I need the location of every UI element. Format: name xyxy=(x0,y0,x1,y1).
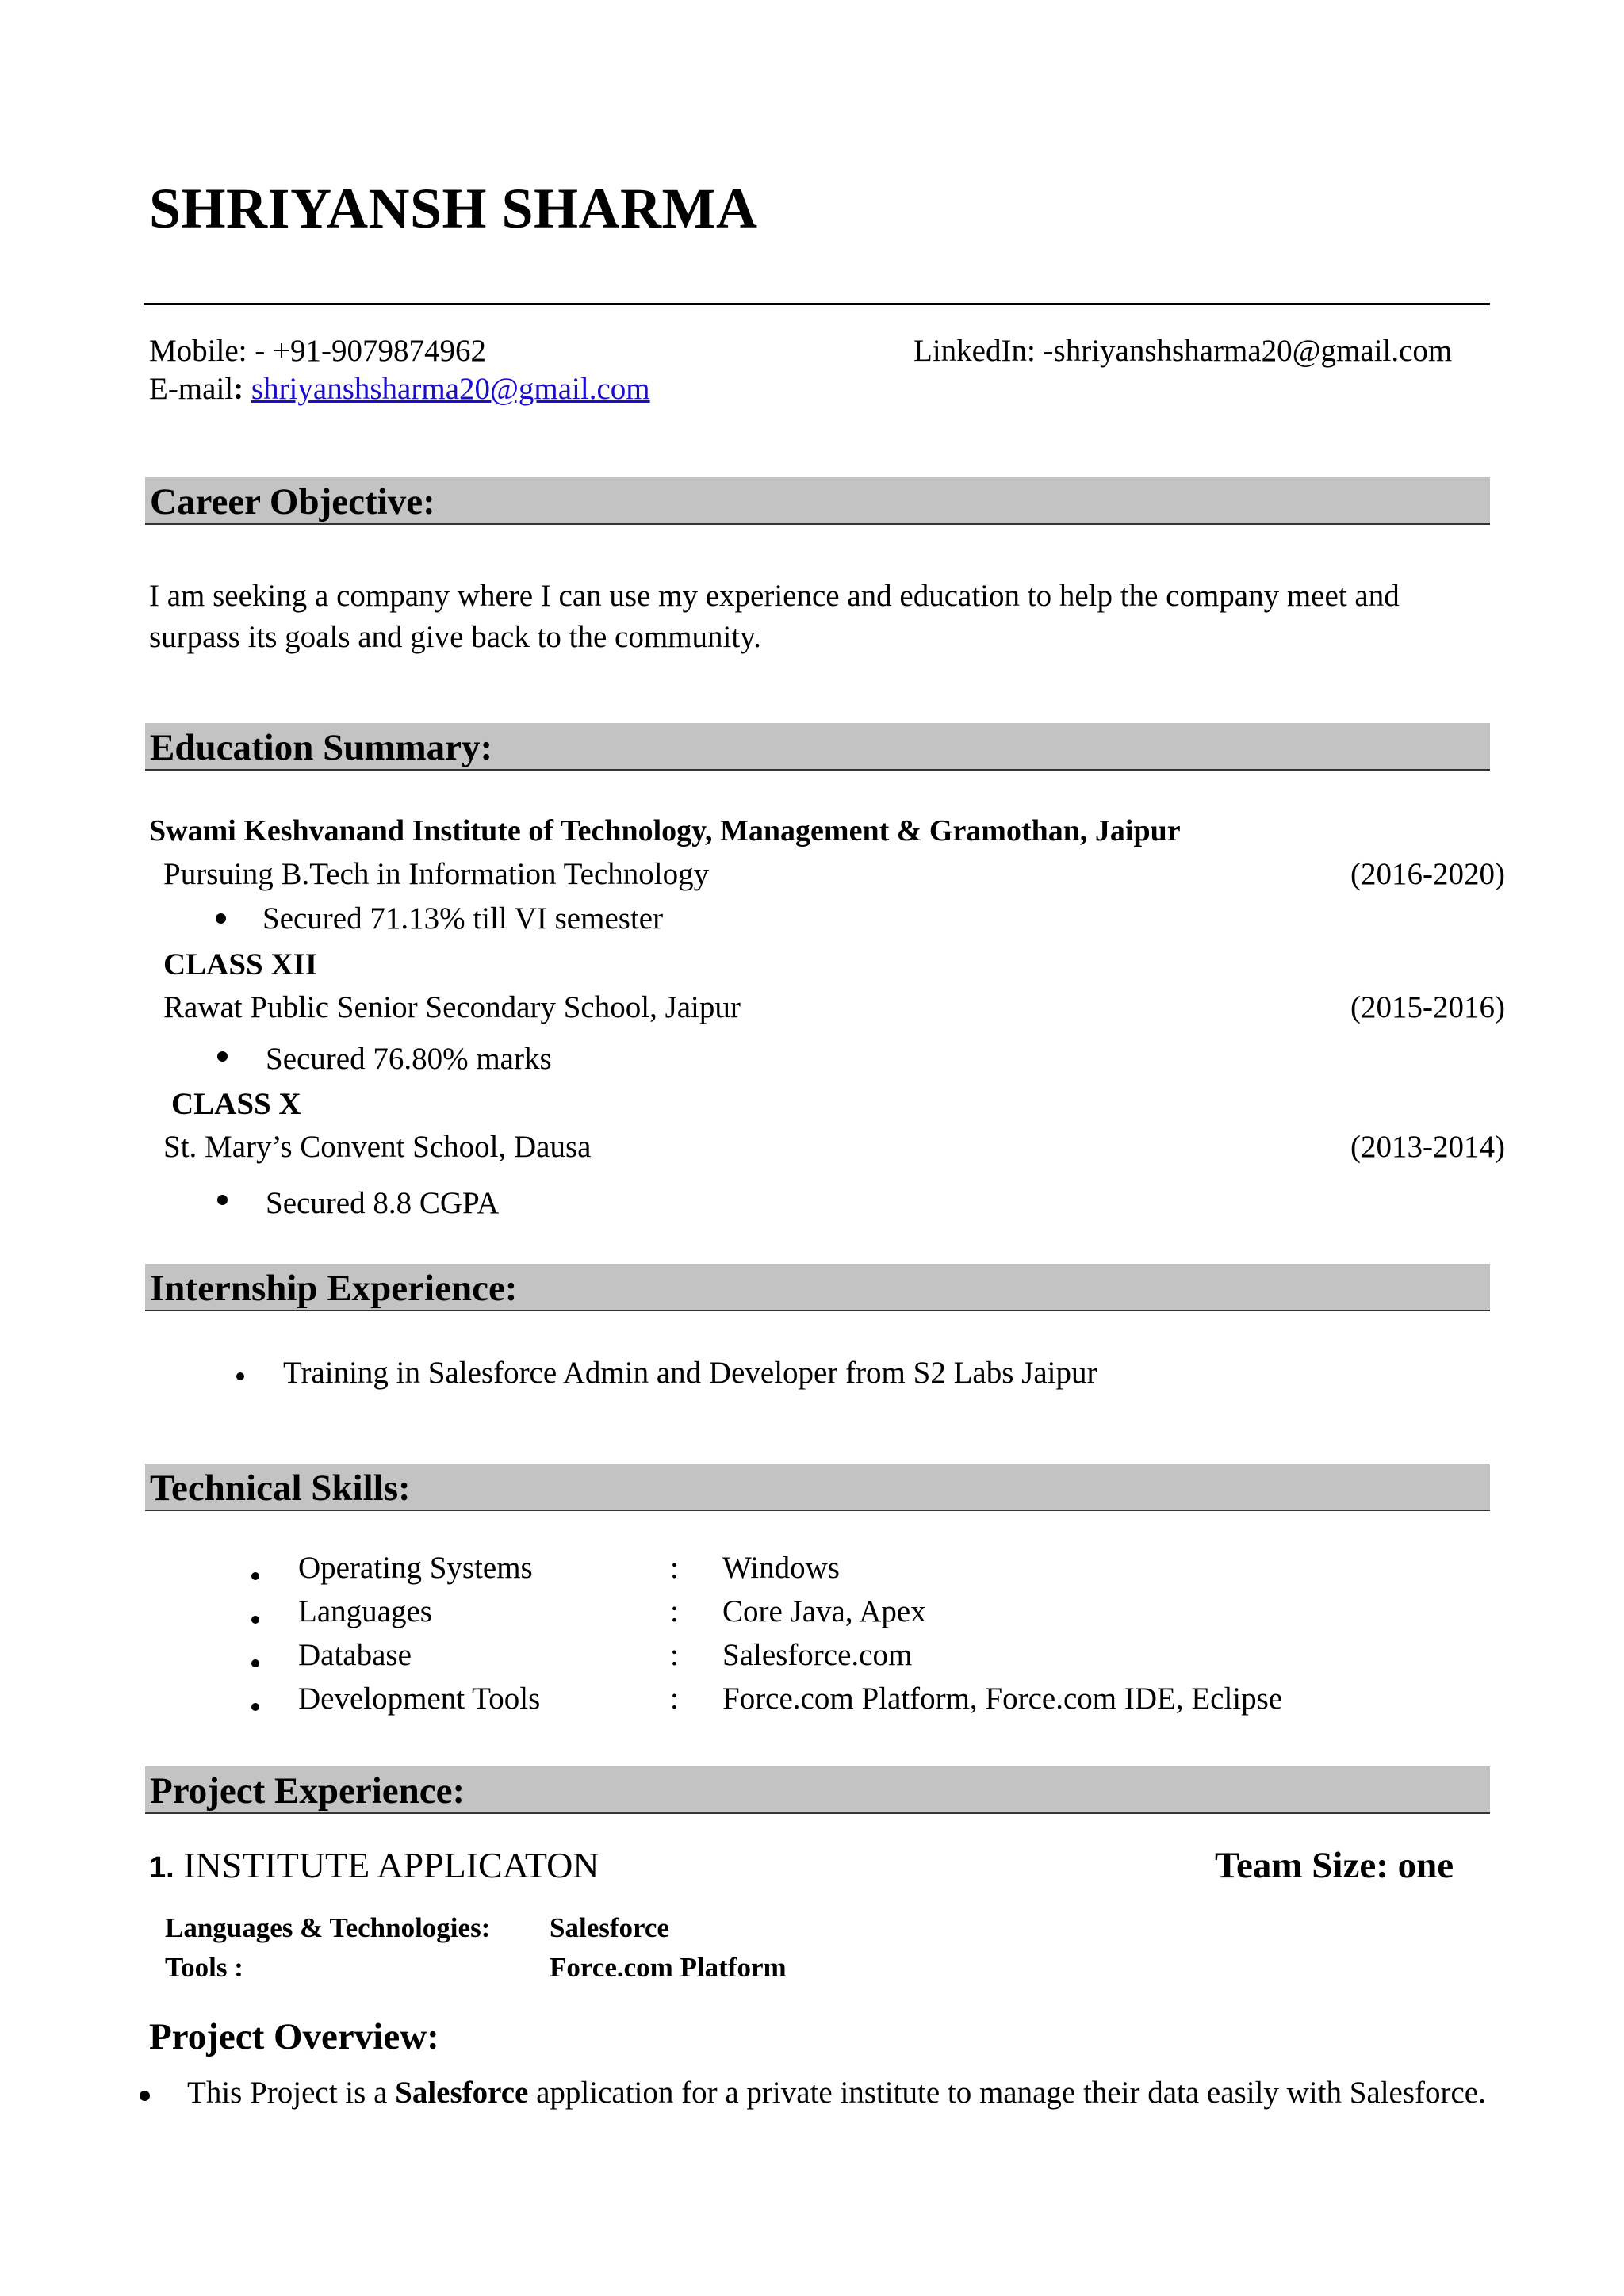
class12-years: (2015-2016) xyxy=(1350,990,1505,1024)
project-experience-bar xyxy=(145,1766,1490,1814)
header-rule xyxy=(144,303,1490,305)
project-experience-title: Project Experience: xyxy=(150,1770,465,1812)
technical-skills-title: Technical Skills: xyxy=(150,1468,411,1509)
class10-label: CLASS X xyxy=(171,1087,301,1121)
class10-score: Secured 8.8 CGPA xyxy=(266,1186,500,1220)
skill-value: Salesforce.com xyxy=(722,1638,913,1672)
bullet-icon xyxy=(217,1195,228,1205)
skill-label: Database xyxy=(298,1638,412,1672)
internship-bar xyxy=(145,1264,1490,1311)
career-objective-bar xyxy=(145,477,1490,525)
tools-label: Tools : xyxy=(165,1952,243,1983)
skill-value: Force.com Platform, Force.com IDE, Eclipse xyxy=(722,1682,1283,1716)
bullet-icon xyxy=(251,1616,259,1624)
team-size: Team Size: one xyxy=(1215,1845,1454,1886)
candidate-name: SHRIYANSH SHARMA xyxy=(149,177,758,240)
tools-value: Force.com Platform xyxy=(550,1952,787,1983)
class10-years: (2013-2014) xyxy=(1350,1130,1505,1164)
email-line xyxy=(149,371,650,407)
career-objective-text: I am seeking a company where I can use my experience and education to help the company meet and surpass its goals and give back to the community. xyxy=(149,579,1400,654)
skill-separator: : xyxy=(670,1551,679,1585)
career-objective-title: Career Objective: xyxy=(150,481,435,522)
skill-separator: : xyxy=(670,1682,679,1716)
bullet-icon xyxy=(140,2091,150,2101)
skill-label: Development Tools xyxy=(298,1682,541,1716)
institute-name: Swami Keshvanand Institute of Technology, Management & Gramothan, Jaipur xyxy=(149,814,1181,848)
skill-label: Operating Systems xyxy=(298,1551,533,1585)
internship-title: Internship Experience: xyxy=(150,1268,518,1309)
languages-value: Salesforce xyxy=(550,1912,669,1943)
degree-text: Pursuing B.Tech in Information Technology xyxy=(163,857,710,891)
project-overview-text xyxy=(187,2072,1486,2114)
class12-score: Secured 76.80% marks xyxy=(266,1042,552,1076)
project-number: 1. xyxy=(149,1851,174,1885)
bullet-icon xyxy=(251,1703,259,1711)
linkedin-label: LinkedIn: - xyxy=(914,334,1054,368)
education-summary-title: Education Summary: xyxy=(150,727,493,768)
class12-school: Rawat Public Senior Secondary School, Jaipur xyxy=(163,990,741,1024)
bullet-icon xyxy=(236,1372,244,1380)
overview-post: application for a private institute to manage their data easily with Salesforce. xyxy=(528,2076,1486,2110)
bullet-icon xyxy=(251,1659,259,1667)
internship-item: Training in Salesforce Admin and Developer from S2 Labs Jaipur xyxy=(283,1356,1097,1390)
email-label: E-mail xyxy=(149,372,234,406)
skill-separator: : xyxy=(670,1638,679,1672)
linkedin-line xyxy=(914,333,1452,369)
project-overview-title: Project Overview: xyxy=(149,2016,439,2057)
email-link[interactable]: shriyanshsharma20@gmail.com xyxy=(251,372,650,406)
technical-skills-bar xyxy=(145,1464,1490,1511)
skill-value: Core Java, Apex xyxy=(722,1594,926,1628)
email-colon: : xyxy=(233,372,244,406)
bullet-icon xyxy=(217,1051,228,1062)
linkedin-value: shriyanshsharma20@gmail.com xyxy=(1053,334,1453,368)
project-heading xyxy=(149,1844,599,1886)
overview-pre: This Project is a xyxy=(187,2076,396,2110)
mobile-value: +91-9079874962 xyxy=(272,334,486,368)
skill-value: Windows xyxy=(722,1551,840,1585)
mobile-line xyxy=(149,333,486,369)
bullet-icon xyxy=(251,1572,259,1580)
skill-label: Languages xyxy=(298,1594,432,1628)
degree-years: (2016-2020) xyxy=(1350,857,1505,891)
languages-label: Languages & Technologies: xyxy=(165,1912,491,1943)
overview-bold: Salesforce xyxy=(395,2076,529,2110)
bullet-icon xyxy=(216,913,226,924)
mobile-label: Mobile: - xyxy=(149,334,273,368)
skill-separator: : xyxy=(670,1594,679,1628)
project-name: INSTITUTE APPLICATON xyxy=(183,1845,599,1885)
degree-score: Secured 71.13% till VI semester xyxy=(262,901,664,936)
class10-school: St. Mary’s Convent School, Dausa xyxy=(163,1130,592,1164)
class12-label: CLASS XII xyxy=(163,947,317,982)
education-summary-bar xyxy=(145,723,1490,771)
